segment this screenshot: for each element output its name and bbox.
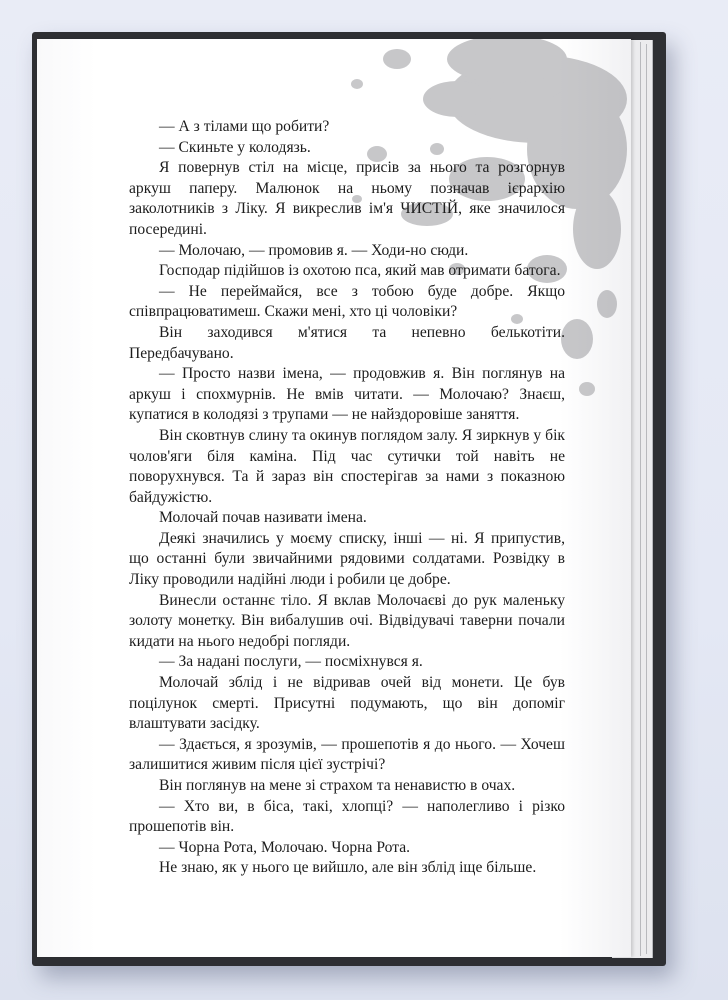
paragraph: — Чорна Рота, Молочаю. Чорна Рота.: [159, 838, 411, 856]
paragraph: — Здається, я зрозумів, — прошепотів я до нього. — Хочеш залишитися живим після цієї зустрічі?: [129, 735, 565, 774]
paragraph: Молочай зблід і не відривав очей від монети. Це був поцілунок смерті. Присутні подумають, що він допоміг влаштувати засідку.: [129, 674, 565, 733]
paragraph: — Молочаю, — промовив я. — Ходи-но сюди.: [159, 241, 469, 259]
paragraph: — Хто ви, в біса, такі, хлопці? — наполегливо і різко прошепотів він.: [129, 797, 565, 836]
page-text: [129, 117, 565, 879]
book-page: [37, 39, 631, 957]
paragraph: Він заходився м'ятися та непевно белькотіти. Передбачувано.: [129, 323, 565, 362]
paragraph: Я повернув стіл на місце, присів за нього та розгорнув аркуш паперу. Малюнок на ньому позначав ієрархію заколотників з Ліку. Я викреслив ім'я ЧИСТІЙ, яке значилося посередині.: [129, 159, 565, 238]
paragraph: Молочай почав називати імена.: [159, 509, 367, 527]
paragraph: Він сковтнув слину та окинув поглядом залу. Я зиркнув у бік чолов'яги біля каміна. Під час сутички той навіть не поворухнувся. Та й зараз він спостерігав за нами з показною байдужістю.: [129, 426, 565, 506]
paragraph: — Скиньте у колодязь.: [159, 138, 311, 156]
paragraph: Не знаю, як у нього це вийшло, але він зблід іще більше.: [159, 859, 537, 877]
paragraph: Господар підійшов із охотою пса, який мав отримати батога.: [159, 262, 561, 280]
paragraph: Він поглянув на мене зі страхом та ненавистю в очах.: [159, 777, 516, 794]
paragraph: — А з тілами що робити?: [159, 118, 330, 135]
paragraph: Винесли останнє тіло. Я вклав Молочаєві до рук маленьку золоту монетку. Він вибалушив очі. Відвідувачі таверни почали кидати на нього недобрі погляди.: [129, 591, 565, 650]
paragraph: — Не переймайся, все з тобою буде добре. Якщо співпрацюватимеш. Скажи мені, хто ці чоловіки?: [129, 282, 565, 321]
paragraph: — За надані послуги, — посміхнувся я.: [159, 653, 423, 671]
paragraph: — Просто назви імена, — продовжив я. Він поглянув на аркуш і спохмурнів. Не вмів читати. — Молочаю? Знаєш, купатися в колодязі з трупами — не найздоровіше заняття.: [129, 365, 565, 424]
paragraph: Деякі значились у моєму списку, інші — ні. Я припустив, що останні були звичайними рядовими солдатами. Розвідку в Ліку проводили надійні люди і робили це добре.: [129, 529, 565, 589]
